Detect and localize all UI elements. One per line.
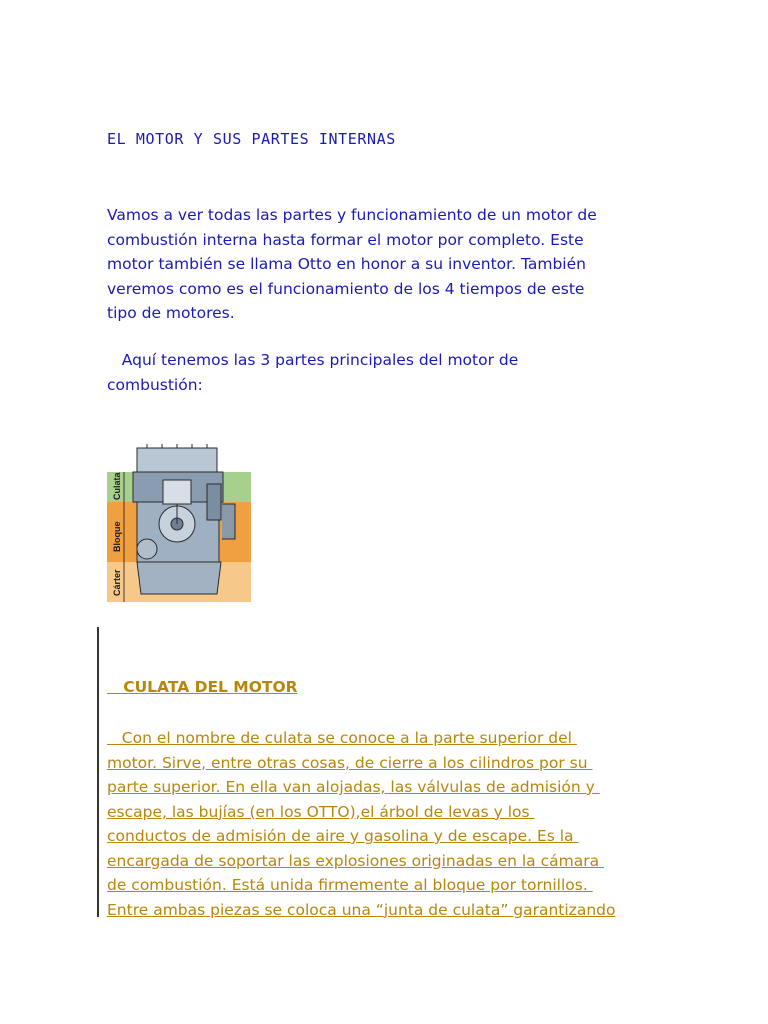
margin-rule <box>97 627 99 917</box>
parts-intro-line: combustión: <box>107 375 203 394</box>
section-line[interactable]: conductos de admisión de aire y gasolina y de escape. Es la <box>107 827 579 845</box>
figure-label-culata: Culata <box>112 472 122 500</box>
section-title-culata[interactable]: CULATA DEL MOTOR <box>107 678 298 696</box>
figure-label-bloque: Bloque <box>112 521 122 552</box>
section-line[interactable]: Con el nombre de culata se conoce a la parte superior del <box>107 729 577 747</box>
parts-intro-paragraph <box>107 348 518 397</box>
figure-label-carter: Cárter <box>112 569 122 596</box>
parts-intro-line: Aquí tenemos las 3 partes principales del motor de <box>107 351 519 369</box>
section-line[interactable]: encargada de soportar las explosiones originadas en la cámara <box>107 851 605 870</box>
intro-line: combustión interna hasta formar el motor por completo. Este <box>107 230 584 249</box>
section-line[interactable]: motor. Sirve, entre otras cosas, de cierre a los cilindros por su <box>107 753 593 772</box>
engine-parts-figure <box>107 444 251 602</box>
section-line[interactable]: de combustión. Está unida firmemente al bloque por tornillos. <box>107 876 593 894</box>
intro-line: motor también se llama Otto en honor a su inventor. También <box>107 255 586 273</box>
intro-paragraph <box>107 203 597 326</box>
section-body-culata[interactable] <box>107 726 615 922</box>
section-line[interactable]: escape, las bujías (en los OTTO),el árbol de levas y los <box>107 802 535 821</box>
section-line[interactable]: parte superior. En ella van alojadas, las válvulas de admisión y <box>107 778 600 796</box>
document-title: EL MOTOR Y SUS PARTES INTERNAS <box>107 130 396 148</box>
engine-diagram-image <box>107 444 251 602</box>
section-line[interactable]: Entre ambas piezas se coloca una “junta de culata” garantizando <box>107 900 616 919</box>
intro-line: veremos como es el funcionamiento de los 4 tiempos de este <box>107 279 585 298</box>
intro-line: tipo de motores. <box>107 304 235 322</box>
intro-line: Vamos a ver todas las partes y funcionamiento de un motor de <box>107 206 597 224</box>
